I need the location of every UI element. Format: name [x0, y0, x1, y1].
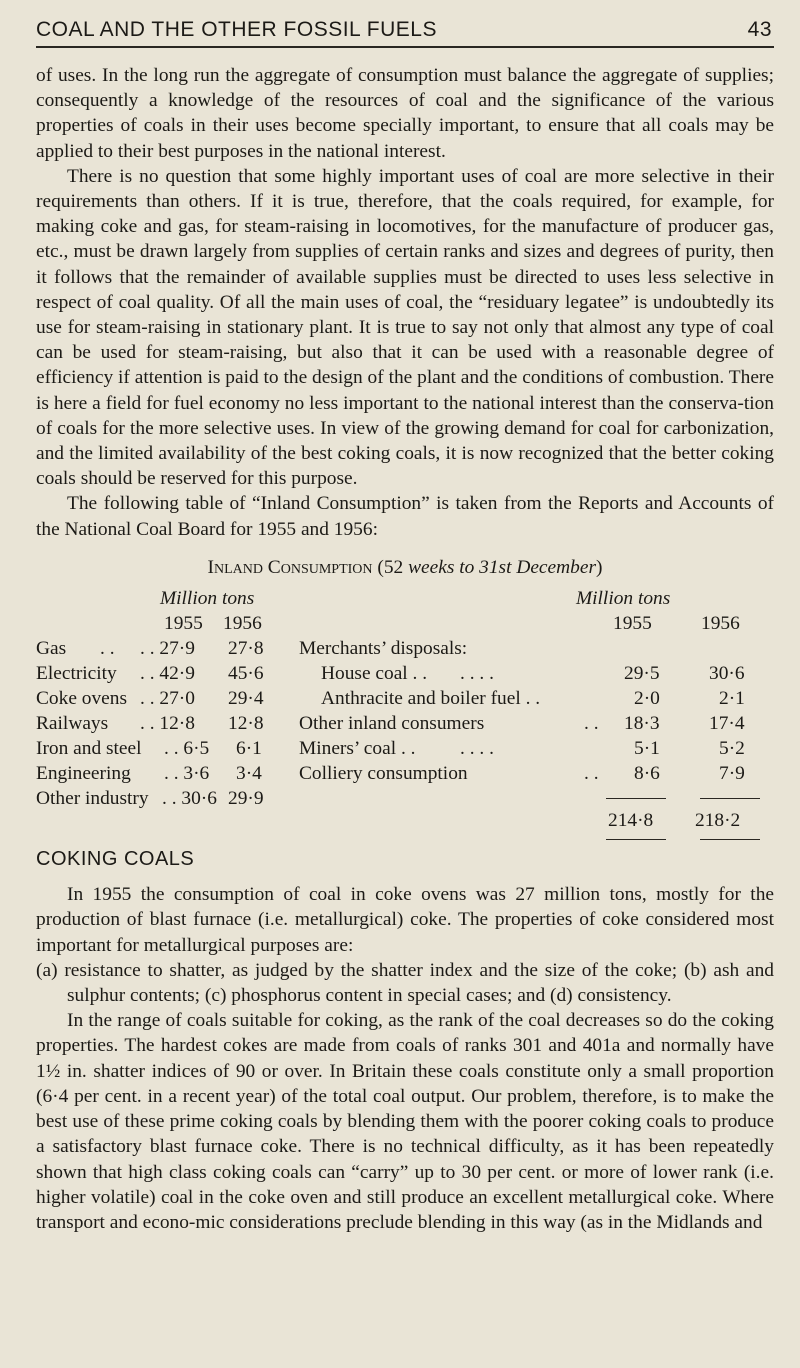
section-heading-coking-coals: COKING COALS [36, 848, 195, 871]
total-rule-1956-bottom [700, 839, 760, 840]
left-row-leader: . . [100, 638, 115, 660]
left-row-label: Coke ovens [36, 688, 128, 710]
right-row-label: Other inland consumers [299, 713, 485, 735]
left-row-value-1956: 12·8 [228, 713, 264, 735]
left-row-value-1956: 29·9 [228, 788, 264, 810]
left-row-value-1955: . . 30·6 [162, 788, 217, 810]
page-body [36, 63, 774, 1235]
right-row-leader: . . . . [460, 738, 494, 760]
right-row-value-1955: 8·6 [634, 763, 660, 785]
right-row-leader: . . . . [460, 663, 494, 685]
total-1955: 214·8 [608, 810, 654, 832]
left-row-value-1956: 29·4 [228, 688, 264, 710]
table-title [36, 555, 774, 580]
right-row-value-1956: 2·1 [719, 688, 745, 710]
right-row-label: Colliery consumption [299, 763, 468, 785]
left-row-value-1955: . . 3·6 [164, 763, 210, 785]
table-title-caps: Inland Consumption [207, 556, 373, 578]
right-row-value-1955: 18·3 [624, 713, 660, 735]
paragraph-selective-uses: There is no question that some highly important uses of coal are more selective in their requirements than others. If it is true, therefore, that the coals required, for example, for making coke and gas, for steam-raising in locomotives, for the manufacture of producer gas, etc., must be drawn largely from supplies of certain ranks and sizes and degrees of purity, then it follows that the remainder of available supplies must be directed to uses less selective in respect of coal quality. Of all the main uses of coal, the “residuary legatee” is undoubtedly its use for steam-raising in stationary plant. It is true to say not only that almost any type of coal can be used for steam-raising, but also that it can be used with a reasonable degree of efficiency if attention is paid to the design of the plant and the conditions of combustion. There is here a field for fuel economy no less important to the national interest than the conserva-tion of coals for the more selective uses. In view of the growing demand for coal for carbonization, and the limited availability of the best coking coals, it is now recognized that the better coking coals should be reserved for this purpose. [36, 165, 774, 490]
right-row-value-1956: 7·9 [719, 763, 745, 785]
right-row-value-1955: 2·0 [634, 688, 660, 710]
left-row-value-1955: . . 12·8 [140, 713, 195, 735]
left-row-value-1955: . . 27·9 [140, 638, 195, 660]
total-rule-1955-bottom [606, 839, 666, 840]
unit-label-left: Million tons [160, 588, 255, 610]
left-row-label: Railways [36, 713, 109, 735]
running-title: COAL AND THE OTHER FOSSIL FUELS [36, 18, 437, 41]
right-row-label: Miners’ coal . . [299, 738, 416, 760]
total-rule-1955-top [606, 798, 666, 799]
left-row-label: Iron and steel [36, 738, 142, 760]
page-number: 43 [747, 18, 772, 41]
paragraph-coking-range: In the range of coals suitable for coking, as the rank of the coal decreases so do the coking properties. The hardest cokes are made from coals of ranks 301 and 401a and normally have 1½ in. shatter indices of 90 or over. In Britain these coals constitute only a small proportion (6·4 per cent. in a recent year) of the total coal output. Our problem, therefore, is to make the best use of these prime coking coals by blending them with the poorer coking coals to produce a satisfactory blast furnace coke. There is no technical difficulty, as it has been repeatedly shown that high class coking coals can “carry” up to 30 per cent. or more of lower rank (i.e. higher volatile) coal in the coke oven and still produce an excellent metallurgical coke. Where transport and econo-mic considerations preclude blending in this way (as in the Midlands and [36, 1010, 774, 1233]
right-row-value-1955: 29·5 [624, 663, 660, 685]
year-header-right-1955: 1955 [613, 613, 652, 635]
left-row-label: Gas [36, 638, 67, 660]
left-row-value-1956: 6·1 [236, 738, 262, 760]
paragraph-coke-consumption: In 1955 the consumption of coal in coke ovens was 27 million tons, mostly for the production of blast furnace (i.e. metallurgical) coke. The properties of coke considered most important for metallurgical purposes are: [36, 884, 774, 956]
table-title-rest: (52 [372, 556, 409, 578]
coke-properties-list: (a) resistance to shatter, as judged by the shatter index and the size of the coke; (b) ash and sulphur contents; (c) phosphorus content in special cases; and (d) consistency. [36, 959, 774, 1007]
table-title-close: ) [596, 556, 603, 578]
left-row-label: Other industry [36, 788, 149, 810]
left-row-value-1955: . . 42·9 [140, 663, 195, 685]
year-header-right-1956: 1956 [701, 613, 740, 635]
left-row-value-1956: 45·6 [228, 663, 264, 685]
left-row-value-1955: . . 6·5 [164, 738, 210, 760]
right-row-label: Anthracite and boiler fuel . . [321, 688, 541, 710]
total-rule-1956-top [700, 798, 760, 799]
table-title-italic: weeks to 31st December [408, 556, 597, 578]
paragraph-table-intro: The following table of “Inland Consumption” is taken from the Reports and Accounts of the National Coal Board for 1955 and 1956: [36, 493, 774, 540]
inland-consumption-table [36, 586, 774, 841]
left-row-value-1956: 27·8 [228, 638, 264, 660]
right-row-label: House coal . . [321, 663, 428, 685]
right-row-leader: . . [584, 763, 599, 785]
year-header-left-1955: 1955 [164, 613, 203, 635]
left-row-value-1955: . . 27·0 [140, 688, 195, 710]
unit-label-right: Million tons [576, 588, 671, 610]
year-header-left-1956: 1956 [223, 613, 262, 635]
left-row-label: Engineering [36, 763, 131, 785]
right-row-value-1955: 5·1 [634, 738, 660, 760]
right-row-value-1956: 17·4 [709, 713, 745, 735]
left-row-label: Electricity [36, 663, 117, 685]
left-row-value-1956: 3·4 [236, 763, 262, 785]
paragraph-continued: of uses. In the long run the aggregate of consumption must balance the aggregate of supplies; consequently a knowledge of the resources of coal and the significance of the various properties of coals in their uses become specially important, to ensure that all coals may be applied to their best purposes in the national interest. [36, 65, 774, 162]
right-row-leader: . . [584, 713, 599, 735]
running-header [36, 10, 774, 48]
total-1956: 218·2 [695, 810, 741, 832]
merchants-disposals-heading: Merchants’ disposals: [299, 638, 468, 660]
right-row-value-1956: 5·2 [719, 738, 745, 760]
right-row-value-1956: 30·6 [709, 663, 745, 685]
